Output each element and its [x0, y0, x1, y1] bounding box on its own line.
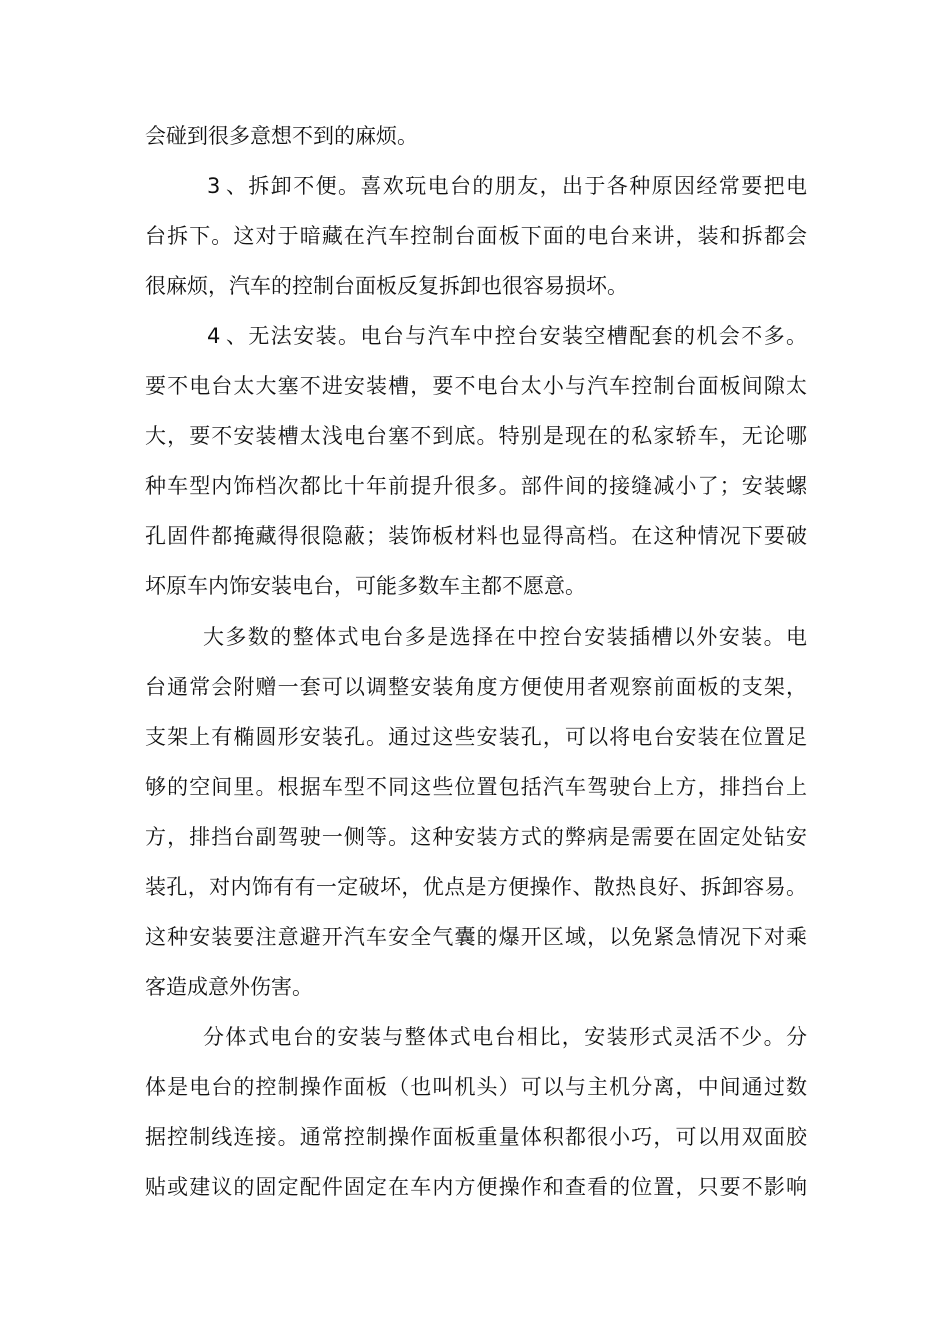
text-line: 坏原车内饰安装电台，可能多数车主都不愿意。 — [145, 574, 586, 598]
text-line: 台通常会附赠一套可以调整安装角度方便使用者观察前面板的支架， — [145, 675, 807, 699]
paragraph-item-3 — [145, 161, 807, 311]
text-line: 够的空间里。根据车型不同这些位置包括汽车驾驶台上方，排挡台上 — [145, 775, 807, 799]
text-line: 据控制线连接。通常控制操作面板重量体积都很小巧，可以用双面胶 — [145, 1125, 807, 1149]
paragraph-split-radio — [145, 1012, 807, 1212]
text-line — [145, 311, 807, 361]
text-line: 孔固件都掩藏得很隐蔽；装饰板材料也显得高档。在这种情况下要破 — [145, 524, 807, 548]
text-line: 装孔，对内饰有有一定破坏，优点是方便操作、散热良好、拆卸容易。 — [145, 875, 807, 899]
text-line — [145, 161, 807, 211]
text-line: 体是电台的控制操作面板（也叫机头）可以与主机分离，中间通过数 — [145, 1075, 807, 1099]
text-line: 很麻烦，汽车的控制台面板反复拆卸也很容易损坏。 — [145, 274, 628, 298]
paragraph-integrated-radio — [145, 612, 807, 1012]
text-line: 客造成意外伤害。 — [145, 975, 313, 999]
text-line: 方，排挡台副驾驶一侧等。这种安装方式的弊病是需要在固定处钻安 — [145, 825, 807, 849]
text-line: 贴或建议的固定配件固定在车内方便操作和查看的位置，只要不影响 — [145, 1175, 807, 1199]
paragraph-item-4 — [145, 311, 807, 611]
text-line: 大多数的整体式电台多是选择在中控台安装插槽以外安装。电 — [203, 625, 807, 649]
list-number: 4、 — [207, 324, 247, 348]
text-line: 大，要不安装槽太浅电台塞不到底。特别是现在的私家轿车，无论哪 — [145, 424, 807, 448]
paragraph-continuation — [145, 111, 807, 161]
text-line: 台拆下。这对于暗藏在汽车控制台面板下面的电台来讲，装和拆都会 — [145, 224, 807, 248]
text-line: 会碰到很多意想不到的麻烦。 — [145, 124, 418, 148]
text-line: 要不电台太大塞不进安装槽，要不电台太小与汽车控制台面板间隙太 — [145, 374, 807, 398]
list-number: 3、 — [207, 174, 247, 198]
text-span: 拆卸不便。喜欢玩电台的朋友，出于各种原因经常要把电 — [247, 174, 807, 198]
text-line: 这种安装要注意避开汽车安全气囊的爆开区域，以免紧急情况下对乘 — [145, 925, 807, 949]
text-line: 分体式电台的安装与整体式电台相比，安装形式灵活不少。分 — [203, 1025, 807, 1049]
text-line: 支架上有椭圆形安装孔。通过这些安装孔，可以将电台安装在位置足 — [145, 725, 807, 749]
text-span: 无法安装。电台与汽车中控台安装空槽配套的机会不多。 — [247, 324, 807, 348]
text-line: 种车型内饰档次都比十年前提升很多。部件间的接缝减小了；安装螺 — [145, 474, 807, 498]
